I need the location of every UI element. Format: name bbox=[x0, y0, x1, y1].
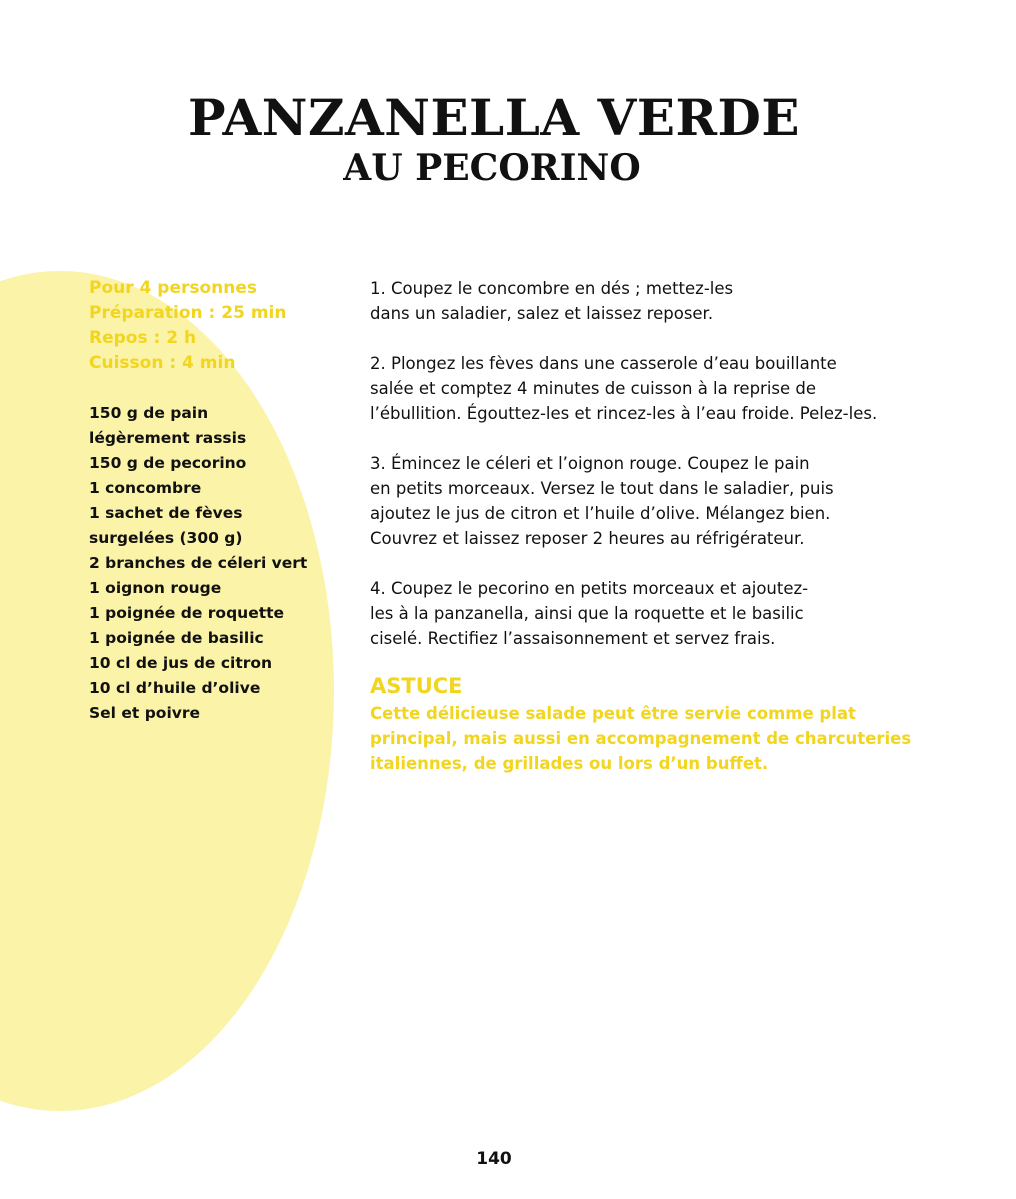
ingredient-line: 2 branches de céleri vert bbox=[89, 554, 308, 572]
servings: Pour 4 personnes bbox=[89, 278, 258, 298]
ingredient-line: 1 poignée de basilic bbox=[89, 629, 264, 647]
ingredient-line: 1 concombre bbox=[89, 479, 202, 497]
step-2: 2. Plongez les fèves dans une casserole d’eau bouillante salée et comptez 4 minutes de cuisson à la reprise de l’ébullition. Égouttez-les et rincez-les à l’eau froide. Pelez-les. bbox=[370, 354, 878, 423]
step-3: 3. Émincez le céleri et l’oignon rouge. Coupez le pain en petits morceaux. Versez le tout dans le saladier, puis ajoutez le jus de citron et l’huile d’olive. Mélangez bien. Couvrez et laissez reposer 2 heures au réfrigérateur. bbox=[370, 454, 834, 548]
cooking-time: Cuisson : 4 min bbox=[89, 353, 236, 373]
tip-text: Cette délicieuse salade peut être servie comme plat principal, mais aussi en accompagnement de charcuteries italiennes, de grillades ou lors d’un buffet. bbox=[370, 704, 912, 773]
page-number: 140 bbox=[476, 1149, 512, 1169]
ingredient-line: 10 cl de jus de citron bbox=[89, 654, 273, 672]
ingredient-line: 10 cl d’huile d’olive bbox=[89, 679, 261, 697]
preparation-time: Préparation : 25 min bbox=[89, 303, 287, 323]
recipe-title: PANZANELLA VERDE bbox=[187, 88, 800, 147]
ingredient-line: 150 g de pecorino bbox=[89, 454, 247, 472]
step-1: 1. Coupez le concombre en dés ; mettez-les dans un saladier, salez et laissez reposer. bbox=[370, 279, 734, 323]
ingredient-line: surgelées (300 g) bbox=[89, 529, 243, 547]
ingredient-line: 1 oignon rouge bbox=[89, 579, 222, 597]
ingredient-line: 150 g de pain bbox=[89, 404, 209, 422]
ingredient-line: légèrement rassis bbox=[89, 429, 247, 447]
ingredient-list bbox=[89, 401, 307, 726]
ingredient-line: 1 sachet de fèves bbox=[89, 504, 243, 522]
recipe-subtitle: AU PECORINO bbox=[343, 147, 641, 189]
recipe-meta bbox=[89, 276, 286, 376]
recipe-steps bbox=[370, 276, 930, 676]
tip-title: ASTUCE bbox=[370, 674, 463, 698]
rest-time: Repos : 2 h bbox=[89, 328, 197, 348]
step-4: 4. Coupez le pecorino en petits morceaux et ajoutez- les à la panzanella, ainsi que la roquette et le basilic ciselé. Rectifiez l’assaisonnement et servez frais. bbox=[370, 579, 809, 648]
ingredient-line: 1 poignée de roquette bbox=[89, 604, 285, 622]
ingredient-line: Sel et poivre bbox=[89, 704, 201, 722]
